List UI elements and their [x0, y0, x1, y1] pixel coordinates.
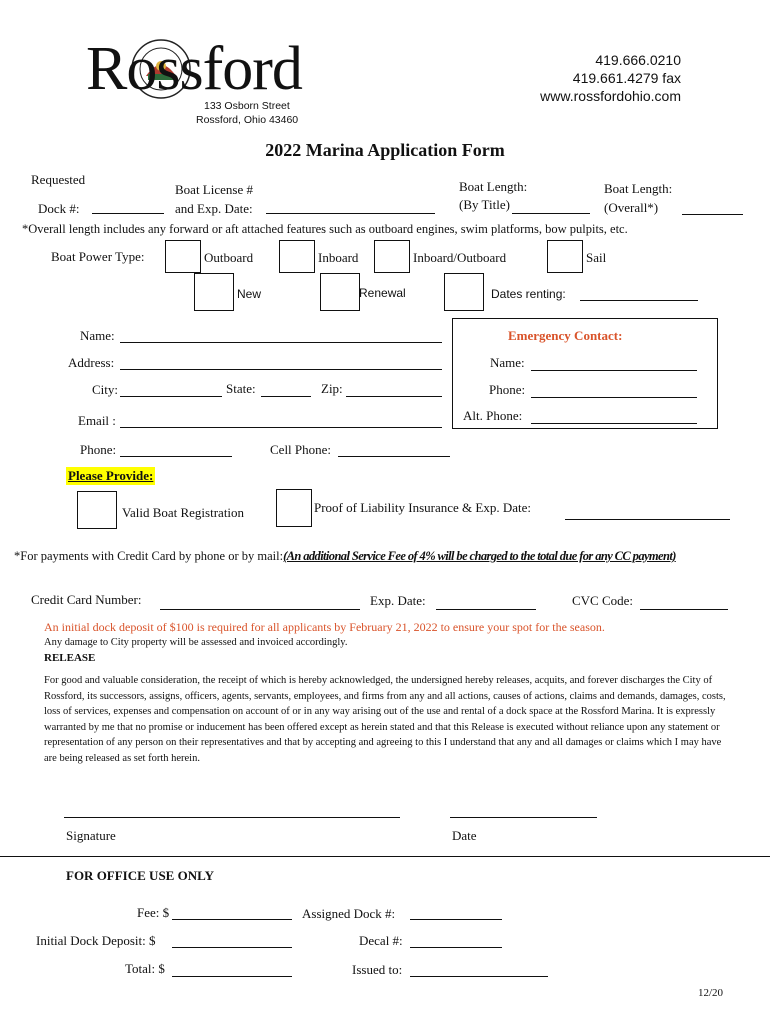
date-input-line[interactable]	[450, 817, 597, 818]
office-divider	[0, 856, 770, 857]
initial-deposit-label: Initial Dock Deposit: $	[36, 933, 156, 948]
total-input-line[interactable]	[172, 976, 292, 977]
release-heading: RELEASE	[44, 652, 96, 664]
name-label: Name:	[80, 328, 115, 343]
fee-input-line[interactable]	[172, 919, 292, 920]
city-label: City:	[92, 382, 119, 397]
cc-payment-note-prefix: *For payments with Credit Card by phone or by mail:	[14, 549, 284, 563]
inboard-outboard-checkbox[interactable]	[374, 240, 410, 273]
phone-number: 419.666.0210	[595, 52, 681, 68]
license-input-line[interactable]	[266, 213, 435, 214]
zip-label: Zip:	[321, 381, 343, 396]
sail-label: Sail	[586, 250, 607, 265]
address-input-line[interactable]	[120, 369, 442, 370]
exp-date-input-line[interactable]	[436, 609, 536, 610]
website[interactable]: www.rossfordohio.com	[540, 88, 681, 104]
city-input-line[interactable]	[120, 396, 222, 397]
outboard-checkbox[interactable]	[165, 240, 201, 273]
power-type-label: Boat Power Type:	[51, 249, 145, 264]
length-overall-label-2: (Overall*)	[604, 200, 659, 215]
initial-deposit-input-line[interactable]	[172, 947, 292, 948]
office-heading: FOR OFFICE USE ONLY	[66, 868, 214, 883]
insurance-label: Proof of Liability Insurance & Exp. Date:	[314, 500, 531, 515]
email-input-line[interactable]	[120, 427, 442, 428]
card-number-label: Credit Card Number:	[31, 592, 142, 607]
cell-phone-input-line[interactable]	[338, 456, 450, 457]
card-number-input-line[interactable]	[160, 609, 360, 610]
email-label: Email :	[78, 413, 116, 428]
issued-to-label: Issued to:	[352, 962, 403, 977]
renewal-checkbox[interactable]	[320, 273, 360, 311]
fax-number: 419.661.4279 fax	[572, 70, 681, 86]
deposit-notice: An initial dock deposit of $100 is required for all applicants by February 21, 2022 to ensure your spot for the season.	[44, 620, 605, 634]
inboard-outboard-label: Inboard/Outboard	[413, 250, 507, 265]
outboard-label: Outboard	[204, 250, 254, 265]
name-input-line[interactable]	[120, 342, 442, 343]
registration-label: Valid Boat Registration	[122, 505, 245, 520]
state-label: State:	[226, 381, 256, 396]
phone-input-line[interactable]	[120, 456, 232, 457]
overall-length-note: *Overall length includes any forward or aft attached features such as outboard engines, swim platforms, bow pulpits, etc.	[22, 222, 628, 236]
dates-renting-input-line[interactable]	[580, 300, 698, 301]
length-overall-label-1: Boat Length:	[604, 181, 673, 196]
new-label: New	[237, 287, 262, 301]
address-line-1: 133 Osborn Street	[204, 100, 290, 112]
address-line-2: Rossford, Ohio 43460	[196, 114, 299, 126]
dock-input-line[interactable]	[92, 213, 164, 214]
address-label: Address:	[68, 355, 115, 370]
dock-label: Dock #:	[38, 201, 80, 216]
license-label-1: Boat License #	[175, 182, 253, 197]
logo	[86, 36, 306, 106]
assigned-dock-label: Assigned Dock #:	[302, 906, 396, 921]
revision-date: 12/20	[697, 987, 723, 999]
date-label: Date	[452, 828, 477, 843]
decal-label: Decal #:	[359, 933, 403, 948]
insurance-checkbox[interactable]	[276, 489, 312, 527]
cc-service-fee-note: (An additional Service Fee of 4% will be charged to the total due for any CC payment)	[283, 549, 676, 563]
inboard-checkbox[interactable]	[279, 240, 315, 273]
emergency-name-input-line[interactable]	[531, 370, 697, 371]
new-checkbox[interactable]	[194, 273, 234, 311]
emergency-phone-label: Phone:	[489, 382, 526, 397]
cell-phone-label: Cell Phone:	[270, 442, 332, 457]
please-provide-heading: Please Provide:	[68, 468, 154, 483]
cc-payment-note	[14, 549, 676, 564]
emergency-heading: Emergency Contact:	[508, 328, 623, 343]
requested-label: Requested	[31, 172, 86, 187]
release-text: For good and valuable consideration, the receipt of which is hereby acknowledged, the undersigned hereby releases, acquits, and forever discharges the City of Rossford, its successors, assigns, officers, agents, servants, employees, and firms from any and all actions, causes of actions, claims and demands, damages, costs, loss of services, expenses and compensation on account of or in any way arising out of the use and rental of a dock space at the Rossford Marina. It is expressly warranted by me that no promise or inducement has been offered except as herein stated and that this Release is executed without reliance upon any statement or representation of any person on their representatives and that by accepting and agreeing to this I understand that any and all damages or claims which I may have are being released as set forth herein.	[44, 675, 726, 764]
zip-input-line[interactable]	[346, 396, 442, 397]
assigned-dock-input-line[interactable]	[410, 919, 502, 920]
signature-label: Signature	[66, 828, 116, 843]
license-label-2: and Exp. Date:	[175, 201, 253, 216]
state-input-line[interactable]	[261, 396, 311, 397]
exp-date-label: Exp. Date:	[370, 593, 426, 608]
total-label: Total: $	[125, 961, 165, 976]
inboard-label: Inboard	[318, 250, 359, 265]
length-title-label-1: Boat Length:	[459, 179, 528, 194]
insurance-input-line[interactable]	[565, 519, 730, 520]
emergency-phone-input-line[interactable]	[531, 397, 697, 398]
registration-checkbox[interactable]	[77, 491, 117, 529]
emergency-name-label: Name:	[490, 355, 525, 370]
fee-label: Fee: $	[137, 905, 170, 920]
issued-to-input-line[interactable]	[410, 976, 548, 977]
damage-notice: Any damage to City property will be assessed and invoiced accordingly.	[44, 637, 348, 648]
dates-renting-label: Dates renting:	[491, 287, 566, 301]
emergency-alt-phone-label: Alt. Phone:	[463, 408, 523, 423]
emergency-alt-phone-input-line[interactable]	[531, 423, 697, 424]
phone-label: Phone:	[80, 442, 117, 457]
length-title-label-2: (By Title)	[459, 197, 510, 212]
dates-renting-checkbox[interactable]	[444, 273, 484, 311]
signature-input-line[interactable]	[64, 817, 400, 818]
logo-text: Rossford	[86, 35, 302, 103]
cvc-label: CVC Code:	[572, 593, 634, 608]
cvc-input-line[interactable]	[640, 609, 728, 610]
renewal-label: Renewal	[359, 286, 406, 300]
page-title: 2022 Marina Application Form	[265, 140, 505, 160]
decal-input-line[interactable]	[410, 947, 502, 948]
length-overall-input-line[interactable]	[682, 214, 743, 215]
length-title-input-line[interactable]	[512, 213, 590, 214]
sail-checkbox[interactable]	[547, 240, 583, 273]
